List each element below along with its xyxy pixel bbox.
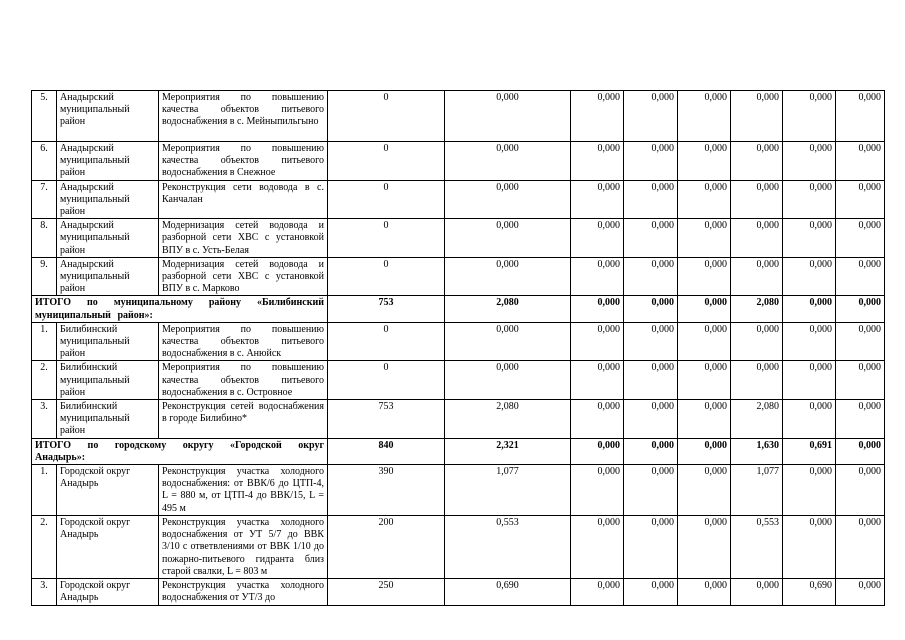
- total-cost-cell: 0,553: [445, 515, 571, 578]
- year-cost-cell: 0,000: [571, 257, 624, 296]
- year-cost-cell: 0,000: [678, 361, 731, 400]
- year-cost-cell: 0,000: [783, 465, 836, 516]
- total-cost-cell: 0,000: [445, 91, 571, 142]
- year-cost-cell: 0,000: [678, 296, 731, 322]
- total-cost-cell: 0,690: [445, 578, 571, 605]
- year-cost-cell: 0,000: [731, 180, 783, 219]
- year-cost-cell: 0,000: [624, 219, 678, 258]
- description-cell: Мероприятия по повышению качества объектов питьевого водоснабжения в Снежное: [159, 142, 328, 181]
- year-cost-cell: 0,000: [783, 180, 836, 219]
- year-cost-cell: 0,000: [678, 91, 731, 142]
- table-row: [32, 257, 885, 296]
- year-cost-cell: 0,000: [836, 465, 885, 516]
- year-cost-cell: 0,000: [571, 578, 624, 605]
- row-number: 2.: [32, 361, 57, 400]
- year-cost-cell: 0,000: [571, 142, 624, 181]
- year-cost-cell: 0,000: [731, 578, 783, 605]
- year-cost-cell: 1,077: [731, 465, 783, 516]
- description-cell: Реконструкция участка холодного водоснабжения от УТ/3 до: [159, 578, 328, 605]
- year-cost-cell: 0,000: [783, 515, 836, 578]
- year-cost-cell: 0,000: [731, 322, 783, 361]
- description-cell: Мероприятия по повышению качества объектов питьевого водоснабжения в с. Анюйск: [159, 322, 328, 361]
- municipality-cell: Анадырский муниципальный район: [57, 180, 159, 219]
- year-cost-cell: 2,080: [731, 296, 783, 322]
- year-cost-cell: 0,000: [571, 515, 624, 578]
- year-cost-cell: 0,000: [678, 465, 731, 516]
- capacity-cell: 0: [328, 142, 445, 181]
- year-cost-cell: 0,000: [571, 180, 624, 219]
- year-cost-cell: 0,000: [624, 400, 678, 439]
- year-cost-cell: 0,000: [678, 257, 731, 296]
- table-row: [32, 400, 885, 439]
- table-total-row: [32, 438, 885, 464]
- total-cost-cell: 0,000: [445, 142, 571, 181]
- year-cost-cell: 0,000: [678, 180, 731, 219]
- year-cost-cell: 0,000: [731, 142, 783, 181]
- year-cost-cell: 0,000: [836, 578, 885, 605]
- year-cost-cell: 0,000: [624, 91, 678, 142]
- capacity-cell: 753: [328, 296, 445, 322]
- year-cost-cell: 0,000: [678, 515, 731, 578]
- capacity-cell: 200: [328, 515, 445, 578]
- total-cost-cell: 0,000: [445, 180, 571, 219]
- year-cost-cell: 0,553: [731, 515, 783, 578]
- year-cost-cell: 0,000: [783, 142, 836, 181]
- year-cost-cell: 0,000: [836, 322, 885, 361]
- table-row: [32, 322, 885, 361]
- year-cost-cell: 0,000: [571, 438, 624, 464]
- total-cost-cell: 0,000: [445, 219, 571, 258]
- description-cell: Мероприятия по повышению качества объектов питьевого водоснабжения в с. Мейныпильгыно: [159, 91, 328, 142]
- year-cost-cell: 0,000: [836, 180, 885, 219]
- table-row: [32, 465, 885, 516]
- table-row: [32, 578, 885, 605]
- capacity-cell: 390: [328, 465, 445, 516]
- capacity-cell: 0: [328, 219, 445, 258]
- capacity-cell: 840: [328, 438, 445, 464]
- capacity-cell: 0: [328, 322, 445, 361]
- year-cost-cell: 0,000: [571, 296, 624, 322]
- year-cost-cell: 0,000: [571, 219, 624, 258]
- year-cost-cell: 0,000: [571, 91, 624, 142]
- year-cost-cell: 0,000: [678, 438, 731, 464]
- capacity-cell: 0: [328, 257, 445, 296]
- total-cost-cell: 2,080: [445, 296, 571, 322]
- total-cost-cell: 0,000: [445, 361, 571, 400]
- year-cost-cell: 0,000: [624, 296, 678, 322]
- description-cell: Реконструкция сетей водоснабжения в городе Билибино*: [159, 400, 328, 439]
- row-number: 8.: [32, 219, 57, 258]
- table-row: [32, 91, 885, 142]
- year-cost-cell: 0,000: [836, 257, 885, 296]
- investment-table: [31, 90, 885, 606]
- year-cost-cell: 0,000: [624, 578, 678, 605]
- year-cost-cell: 0,000: [783, 361, 836, 400]
- year-cost-cell: 0,000: [571, 465, 624, 516]
- row-number: 9.: [32, 257, 57, 296]
- table-total-row: [32, 296, 885, 322]
- year-cost-cell: 0,000: [571, 322, 624, 361]
- municipality-cell: Анадырский муниципальный район: [57, 219, 159, 258]
- year-cost-cell: 0,000: [571, 400, 624, 439]
- year-cost-cell: 0,000: [783, 91, 836, 142]
- year-cost-cell: 0,000: [783, 257, 836, 296]
- year-cost-cell: 0,000: [624, 515, 678, 578]
- year-cost-cell: 0,000: [624, 257, 678, 296]
- year-cost-cell: 0,000: [731, 91, 783, 142]
- year-cost-cell: 0,000: [836, 438, 885, 464]
- year-cost-cell: 0,000: [783, 219, 836, 258]
- municipality-cell: Анадырский муниципальный район: [57, 91, 159, 142]
- municipality-cell: Анадырский муниципальный район: [57, 142, 159, 181]
- year-cost-cell: 0,000: [731, 361, 783, 400]
- year-cost-cell: 0,000: [678, 578, 731, 605]
- row-number: 1.: [32, 322, 57, 361]
- municipality-cell: Городской округ Анадырь: [57, 578, 159, 605]
- year-cost-cell: 0,690: [783, 578, 836, 605]
- total-cost-cell: 0,000: [445, 322, 571, 361]
- year-cost-cell: 0,000: [624, 322, 678, 361]
- year-cost-cell: 0,000: [731, 219, 783, 258]
- table-row: [32, 515, 885, 578]
- municipality-cell: Городской округ Анадырь: [57, 515, 159, 578]
- capacity-cell: 0: [328, 361, 445, 400]
- total-cost-cell: 1,077: [445, 465, 571, 516]
- year-cost-cell: 0,000: [678, 400, 731, 439]
- row-number: 3.: [32, 578, 57, 605]
- total-cost-cell: 0,000: [445, 257, 571, 296]
- year-cost-cell: 0,000: [624, 180, 678, 219]
- total-cost-cell: 2,321: [445, 438, 571, 464]
- year-cost-cell: 0,000: [624, 438, 678, 464]
- year-cost-cell: 0,000: [836, 296, 885, 322]
- table-row: [32, 180, 885, 219]
- table-row: [32, 219, 885, 258]
- table-row: [32, 361, 885, 400]
- year-cost-cell: 0,000: [836, 219, 885, 258]
- year-cost-cell: 0,000: [836, 91, 885, 142]
- year-cost-cell: 0,000: [731, 257, 783, 296]
- total-cost-cell: 2,080: [445, 400, 571, 439]
- row-number: 7.: [32, 180, 57, 219]
- row-number: 2.: [32, 515, 57, 578]
- year-cost-cell: 0,000: [678, 219, 731, 258]
- row-number: 1.: [32, 465, 57, 516]
- year-cost-cell: 0,000: [783, 296, 836, 322]
- municipality-cell: Билибинский муниципальный район: [57, 361, 159, 400]
- row-number: 6.: [32, 142, 57, 181]
- year-cost-cell: 0,000: [836, 361, 885, 400]
- year-cost-cell: 0,691: [783, 438, 836, 464]
- description-cell: Модернизация сетей водовода и разборной сети ХВС с установкой ВПУ в с. Усть-Белая: [159, 219, 328, 258]
- year-cost-cell: 0,000: [783, 400, 836, 439]
- row-number: 5.: [32, 91, 57, 142]
- municipality-cell: Билибинский муниципальный район: [57, 400, 159, 439]
- total-label: ИТОГО по городскому округу «Городской округ Анадырь»:: [32, 438, 328, 464]
- description-cell: Модернизация сетей водовода и разборной сети ХВС с установкой ВПУ в с. Марково: [159, 257, 328, 296]
- year-cost-cell: 0,000: [836, 400, 885, 439]
- year-cost-cell: 0,000: [624, 465, 678, 516]
- year-cost-cell: 1,630: [731, 438, 783, 464]
- description-cell: Реконструкция участка холодного водоснабжения: от ВВК/6 до ЦТП-4, L = 880 м, от ЦТП-4 до ВВК/15, L = 495 м: [159, 465, 328, 516]
- table-row: [32, 142, 885, 181]
- year-cost-cell: 0,000: [678, 142, 731, 181]
- year-cost-cell: 0,000: [624, 142, 678, 181]
- capacity-cell: 0: [328, 180, 445, 219]
- year-cost-cell: 0,000: [571, 361, 624, 400]
- total-label: ИТОГО по муниципальному району «Билибинский муниципальный район»:: [32, 296, 328, 322]
- municipality-cell: Билибинский муниципальный район: [57, 322, 159, 361]
- year-cost-cell: 0,000: [836, 515, 885, 578]
- year-cost-cell: 0,000: [678, 322, 731, 361]
- table-body: [32, 91, 885, 606]
- capacity-cell: 753: [328, 400, 445, 439]
- municipality-cell: Городской округ Анадырь: [57, 465, 159, 516]
- description-cell: Мероприятия по повышению качества объектов питьевого водоснабжения в с. Островное: [159, 361, 328, 400]
- description-cell: Реконструкция сети водовода в с. Канчалан: [159, 180, 328, 219]
- year-cost-cell: 0,000: [624, 361, 678, 400]
- row-number: 3.: [32, 400, 57, 439]
- description-cell: Реконструкция участка холодного водоснабжения от УТ 5/7 до ВВК 3/10 с ответвлениями от ВВК 1/10 до пожарно-питьевого гидранта близ старой свалки, L = 803 м: [159, 515, 328, 578]
- year-cost-cell: 0,000: [836, 142, 885, 181]
- capacity-cell: 0: [328, 91, 445, 142]
- year-cost-cell: 2,080: [731, 400, 783, 439]
- municipality-cell: Анадырский муниципальный район: [57, 257, 159, 296]
- capacity-cell: 250: [328, 578, 445, 605]
- year-cost-cell: 0,000: [783, 322, 836, 361]
